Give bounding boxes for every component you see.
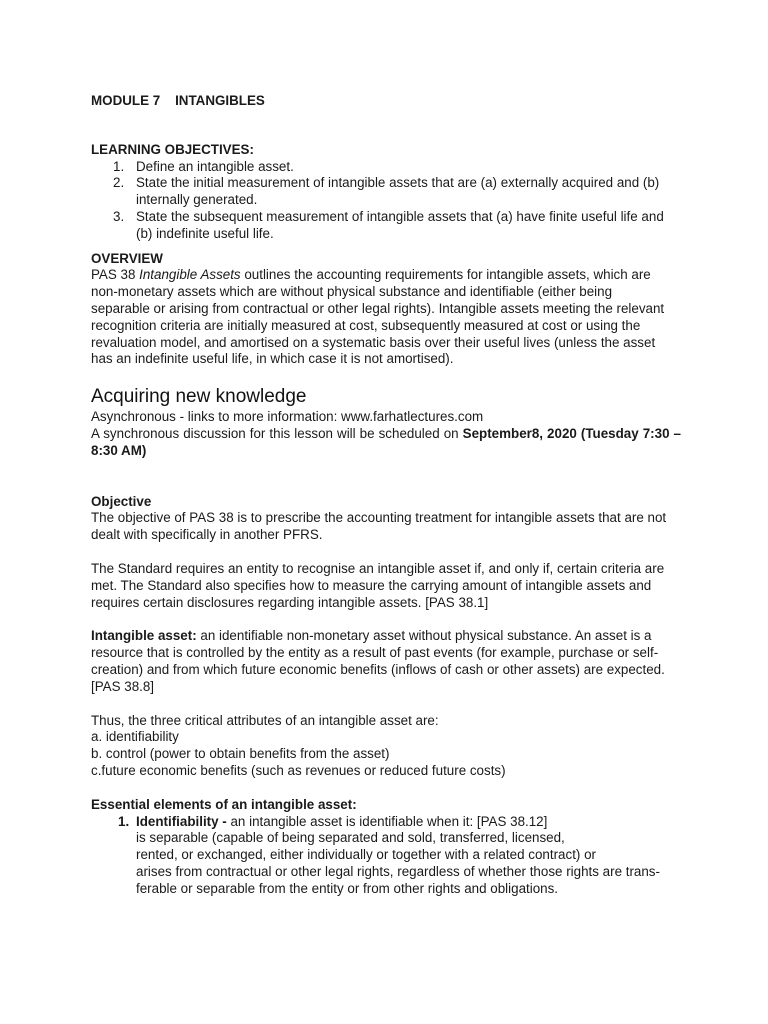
element-detail-line: rented, or exchanged, either individually or together with a related contract) or <box>136 847 597 863</box>
element-detail-line: arises from contractual or other legal rights, regardless of whether those rights are trans- <box>136 863 660 879</box>
section-heading-acquiring: Acquiring new knowledge <box>91 386 307 408</box>
attribute-a: a. identifiability <box>91 729 179 745</box>
list-item-text: Define an intangible asset. <box>136 158 294 174</box>
list-number: 1. <box>113 158 125 174</box>
objective-heading: Objective <box>91 493 152 509</box>
overview-paragraph: PAS 38 Intangible Assets outlines the accounting requirements for intangible assets, which are non-monetary assets which are without physical substance and identifiable (either being separable or arising from contractual or other legal rights). Intangible assets meeting the relevant recognition criteria are initially measured at cost, subsequently measured at cost or using the revaluation model, and amortised on a systematic basis over their useful lives (unless the asset has an indefinite useful life, in which case it is not amortised). <box>91 267 665 367</box>
attributes-intro: Thus, the three critical attributes of an intangible asset are: <box>91 712 439 728</box>
list-item-text: State the subsequent measurement of intangible assets that (a) have finite useful life and (b) indefinite useful life. <box>136 208 664 241</box>
learning-objectives-list <box>91 159 681 243</box>
list-item: 1. Identifiability - an intangible asset is identifiable when it: [PAS 38.12] is separable (capable of being separated and sold, transferred, licensed, rented, or exchanged, either individually or together with a related contract) or arises from contractual or other legal rights, regardless of whether those rights are trans- ferable or separable from the entity or from other rights and obligations. <box>91 814 681 898</box>
standard-title: Intangible Assets <box>139 267 241 283</box>
sync-line: A synchronous discussion for this lesson will be scheduled on September8, 2020 (Tuesday 7:30 – 8:30 AM) <box>91 425 682 458</box>
list-item <box>91 175 681 209</box>
document-body <box>91 93 681 897</box>
list-item-text: State the initial measurement of intangible assets that are (a) externally acquired and (b) internally generated. <box>136 175 660 208</box>
essential-elements-heading: Essential elements of an intangible asset: <box>91 796 357 812</box>
objective-paragraph: The objective of PAS 38 is to prescribe the accounting treatment for intangible assets that are not dealt with specifically in another PFRS. <box>91 510 667 543</box>
essential-elements-list <box>91 814 681 898</box>
learning-objectives-heading: LEARNING OBJECTIVES: <box>91 141 254 157</box>
attribute-b: b. control (power to obtain benefits from the asset) <box>91 746 390 762</box>
list-number: 2. <box>113 175 125 191</box>
async-line: Asynchronous - links to more information: www.farhatlectures.com <box>91 409 484 425</box>
overview-heading: OVERVIEW <box>91 250 163 266</box>
definition-paragraph: Intangible asset: an identifiable non-monetary asset without physical substance. An asset is a resource that is controlled by the entity as a result of past events (for example, purchase or self-creation) and from which future economic benefits (inflows of cash or other assets) are expected. [PAS 38.8] <box>91 628 665 694</box>
element-detail-line: is separable (capable of being separated and sold, transferred, licensed, <box>136 830 565 846</box>
standard-paragraph: The Standard requires an entity to recognise an intangible asset if, and only if, certain criteria are met. The Standard also specifies how to measure the carrying amount of intangible assets and requires certain disclosures regarding intangible assets. [PAS 38.1] <box>91 560 665 610</box>
schedule-date: September8, 2020 (Tuesday 7:30 – 8:30 AM) <box>91 425 682 458</box>
attribute-c: c.future economic benefits (such as revenues or reduced future costs) <box>91 762 506 778</box>
list-item <box>91 159 681 176</box>
element-term: Identifiability - <box>136 813 227 829</box>
list-number: 1. <box>118 813 130 829</box>
element-detail-line: ferable or separable from the entity or from other rights and obligations. <box>136 880 559 896</box>
module-title: MODULE 7 INTANGIBLES <box>91 93 265 108</box>
definition-term: Intangible asset: <box>91 628 197 644</box>
list-number: 3. <box>113 208 125 224</box>
list-item <box>91 209 681 243</box>
